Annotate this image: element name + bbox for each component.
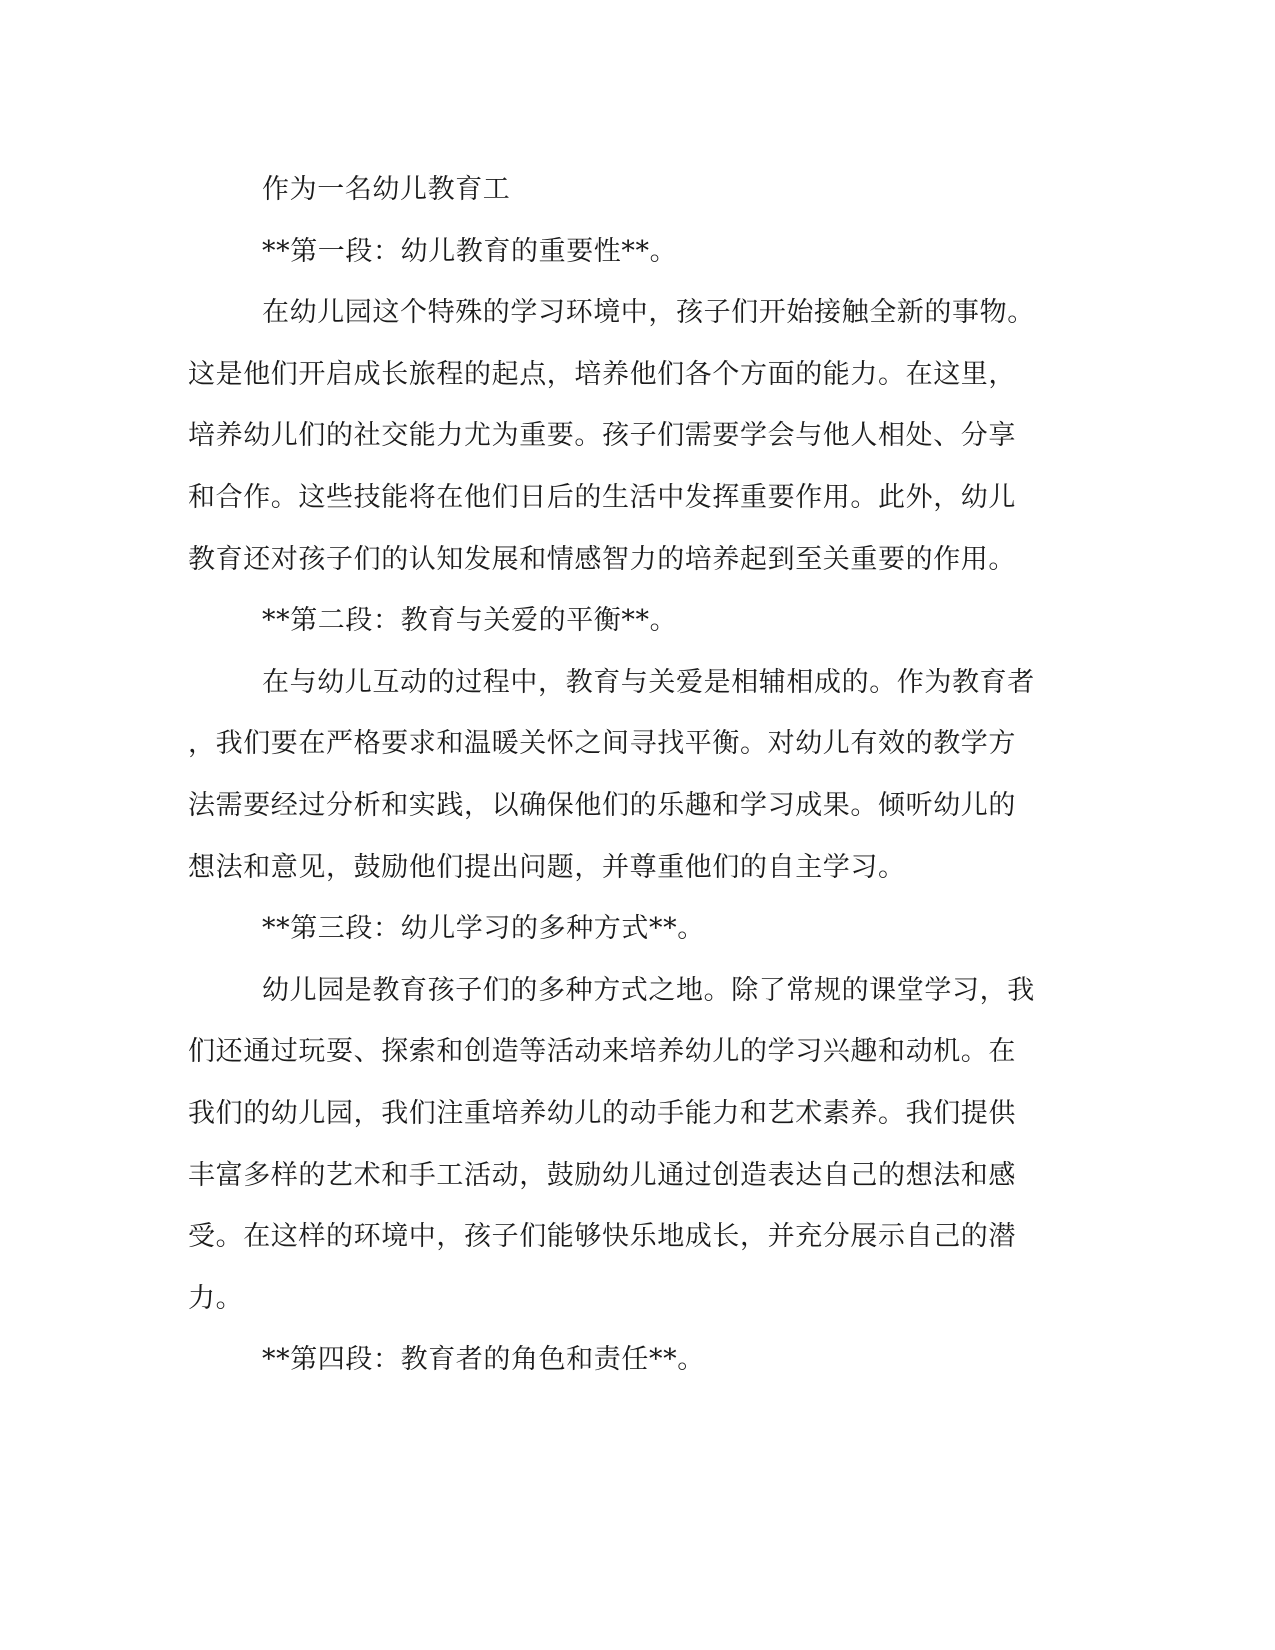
intro-line: 作为一名幼儿教育工	[262, 174, 511, 205]
section-heading-1: **第一段：幼儿教育的重要性**。	[262, 235, 678, 267]
paragraph-3-line: 们还通过玩耍、探索和创造等活动来培养幼儿的学习兴趣和动机。在	[188, 1036, 1016, 1068]
paragraph-2-line: ，我们要在严格要求和温暖关怀之间寻找平衡。对幼儿有效的教学方	[188, 728, 1016, 760]
paragraph-3-line: 幼儿园是教育孩子们的多种方式之地。除了常规的课堂学习，我	[262, 974, 1035, 1006]
paragraph-1-line: 教育还对孩子们的认知发展和情感智力的培养起到至关重要的作用。	[188, 543, 1016, 575]
section-heading-2: **第二段：教育与关爱的平衡**。	[262, 605, 678, 637]
paragraph-3-line: 受。在这样的环境中，孩子们能够快乐地成长，并充分展示自己的潜	[188, 1221, 1016, 1253]
section-heading-3: **第三段：幼儿学习的多种方式**。	[262, 913, 705, 945]
paragraph-3-line: 丰富多样的艺术和手工活动，鼓励幼儿通过创造表达自己的想法和感	[188, 1159, 1016, 1191]
paragraph-2-line: 法需要经过分析和实践，以确保他们的乐趣和学习成果。倾听幼儿的	[188, 789, 1016, 821]
paragraph-3-line: 我们的幼儿园，我们注重培养幼儿的动手能力和艺术素养。我们提供	[188, 1097, 1016, 1129]
document-body	[188, 159, 1068, 1391]
section-heading-4: **第四段：教育者的角色和责任**。	[262, 1344, 705, 1376]
paragraph-2-line: 想法和意见，鼓励他们提出问题，并尊重他们的自主学习。	[188, 851, 906, 883]
paragraph-2-line: 在与幼儿互动的过程中，教育与关爱是相辅相成的。作为教育者	[262, 666, 1035, 698]
paragraph-3-line: 力。	[188, 1282, 244, 1314]
paragraph-1-line: 在幼儿园这个特殊的学习环境中，孩子们开始接触全新的事物。	[262, 297, 1035, 329]
paragraph-1-line: 这是他们开启成长旅程的起点，培养他们各个方面的能力。在这里，	[188, 358, 1016, 390]
paragraph-1-line: 培养幼儿们的社交能力尤为重要。孩子们需要学会与他人相处、分享	[188, 420, 1016, 452]
paragraph-1-line: 和合作。这些技能将在他们日后的生活中发挥重要作用。此外，幼儿	[188, 481, 1016, 513]
